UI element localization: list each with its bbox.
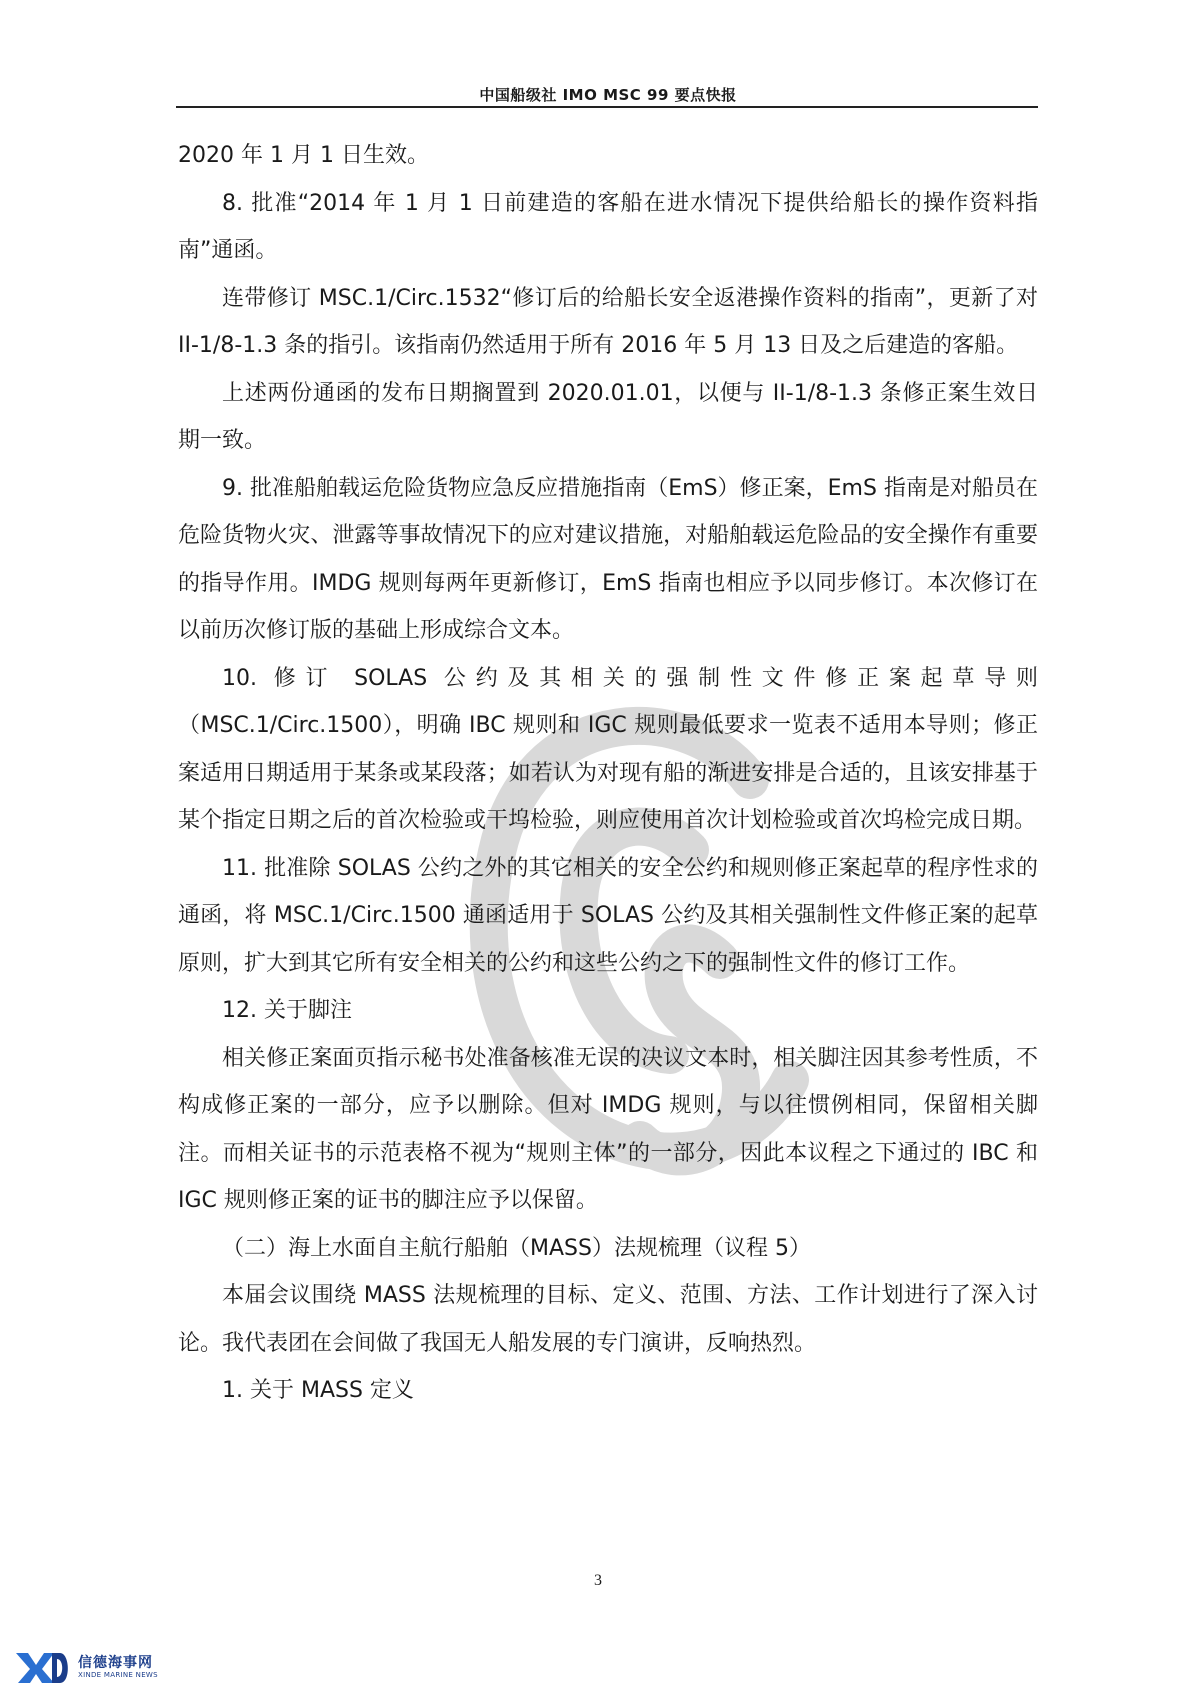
footer-logo bbox=[14, 1648, 174, 1688]
paragraph: 2020 年 1 月 1 日生效。 bbox=[178, 143, 429, 168]
paragraph: 11. 批准除 SOLAS 公约之外的其它相关的安全公约和规则修正案起草的程序性求的通函，将 MSC.1/Circ.1500 通函适用于 SOLAS 公约及其相关强制性文件修正案的起草原则，扩大到其它所有安全相关的公约和这些公约之下的强制性文件的修订工作。 bbox=[178, 855, 1038, 976]
footer-logo-en: XINDE MARINE NEWS bbox=[78, 1670, 158, 1679]
paragraph: 10. 修订 SOLAS 公约及其相关的强制性文件修正案起草导则（MSC.1/Circ.1500），明确 IBC 规则和 IGC 规则最低要求一览表不适用本导则；修正案适用日期适用于某条或某段落；如若认为对现有船的渐进安排是合适的，且该安排基于某个指定日期之后的首次检验或干坞检验，则应使用首次计划检验或首次坞检完成日期。 bbox=[178, 665, 1038, 833]
paragraph: 9. 批准船舶载运危险货物应急反应措施指南（EmS）修正案，EmS 指南是对船员在危险货物火灾、泄露等事故情况下的应对建议措施，对船舶载运危险品的安全操作有重要的指导作用。IMDG 规则每两年更新修订，EmS 指南也相应予以同步修订。本次修订在以前历次修订版的基础上形成综合文本。 bbox=[178, 475, 1038, 643]
paragraph: 1. 关于 MASS 定义 bbox=[222, 1378, 414, 1403]
page-header-title: 中国船级社 IMO MSC 99 要点快报 bbox=[479, 86, 737, 104]
document-body bbox=[178, 132, 1038, 1415]
footer-logo-cn: 信德海事网 bbox=[78, 1655, 153, 1672]
paragraph: （二）海上水面自主航行船舶（MASS）法规梳理（议程 5） bbox=[222, 1235, 811, 1261]
page-number: 3 bbox=[594, 1572, 602, 1589]
paragraph: 相关修正案面页指示秘书处准备核准无误的决议文本时，相关脚注因其参考性质，不构成修正案的一部分，应予以删除。但对 IMDG 规则，与以往惯例相同，保留相关脚注。而相关证书的示范表格不视为“规则主体”的一部分，因此本议程之下通过的 IBC 和 IGC 规则修正案的证书的脚注应予以保留。 bbox=[178, 1045, 1038, 1213]
paragraph: 连带修订 MSC.1/Circ.1532“修订后的给船长安全返港操作资料的指南”，更新了对 II-1/8-1.3 条的指引。该指南仍然适用于所有 2016 年 5 月 13 日及之后建造的客船。 bbox=[178, 285, 1038, 358]
paragraph: 上述两份通函的发布日期搁置到 2020.01.01，以便与 II-1/8-1.3 条修正案生效日期一致。 bbox=[178, 380, 1038, 453]
paragraph: 12. 关于脚注 bbox=[222, 998, 352, 1023]
header-divider bbox=[176, 106, 1038, 108]
paragraph: 8. 批准“2014 年 1 月 1 日前建造的客船在进水情况下提供给船长的操作资料指南”通函。 bbox=[178, 190, 1038, 263]
paragraph: 本届会议围绕 MASS 法规梳理的目标、定义、范围、方法、工作计划进行了深入讨论。我代表团在会间做了我国无人船发展的专门演讲，反响热烈。 bbox=[178, 1283, 1038, 1356]
xd-logo-icon bbox=[14, 1649, 72, 1687]
